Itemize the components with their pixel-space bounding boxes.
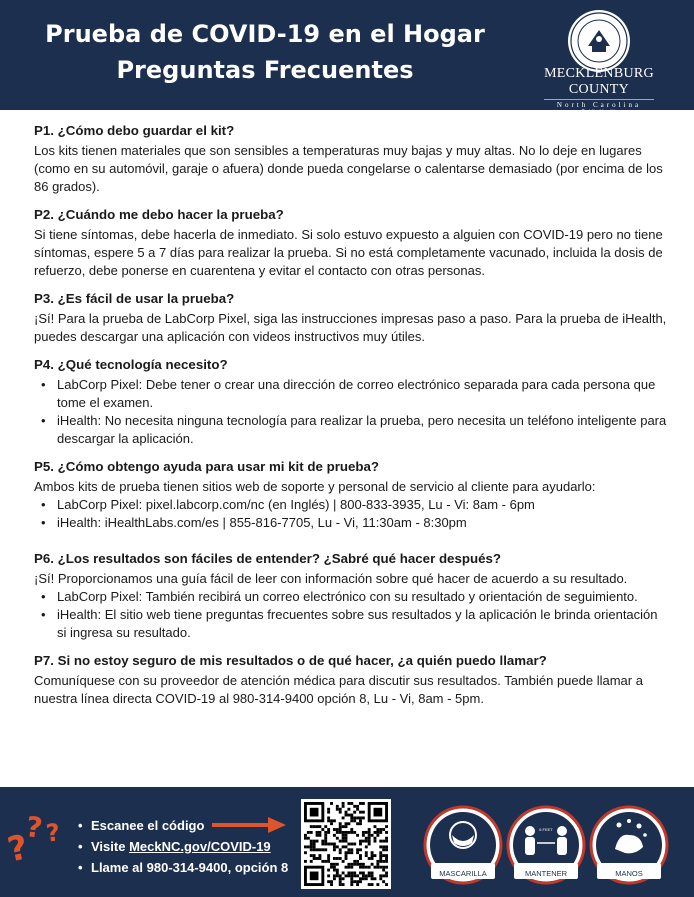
faq-item-p3 (34, 290, 670, 346)
arrow-right-icon (210, 815, 290, 835)
badge-mask-label: MASCARILLA (439, 869, 487, 878)
county-seal-icon (566, 8, 632, 74)
faq-item-p5 (34, 458, 670, 532)
header-banner (0, 0, 694, 116)
faq-item-p1 (34, 122, 670, 196)
question-mark-icon: ? (23, 810, 45, 845)
faq-bullet-list (41, 588, 670, 642)
county-name: MECKLENBURG COUNTY (544, 66, 654, 97)
faq-question: P5. ¿Cómo obtengo ayuda para usar mi kit de prueba? (34, 459, 380, 474)
faq-answer: Comuníquese con su proveedor de atención médica para discutir sus resultados. También puede llamar a nuestra línea directa COVID-19 al 980-314-9400 opción 8, Lu - Vi, 8am - 5pm. (34, 673, 643, 706)
county-department: Public Health (581, 110, 617, 116)
title-line-2: Preguntas Frecuentes (116, 56, 414, 84)
badge-hands (589, 805, 669, 885)
faq-question: P1. ¿Cómo debo guardar el kit? (34, 123, 235, 138)
question-mark-icon: ? (44, 818, 62, 848)
list-item: • iHealth: No necesita ninguna tecnología para realizar la prueba, pero necesita un teléfono inteligente para descargar la aplicación. (41, 412, 670, 448)
badge-distance (506, 805, 586, 885)
faq-answer: Ambos kits de prueba tienen sitios web de soporte y personal de servicio al cliente para ayudarlo: (34, 479, 596, 494)
website-link[interactable]: MeckNC.gov/COVID-19 (129, 839, 271, 854)
faq-question: P2. ¿Cuándo me debo hacer la prueba? (34, 207, 284, 222)
page-title (30, 16, 500, 88)
county-state: North Carolina (544, 99, 654, 109)
qr-code-icon (304, 802, 388, 886)
distance-sign-label: 6 FEET (539, 827, 553, 832)
step-call-phone: • Llame al 980-314-9400, opción 8 (78, 857, 288, 878)
faq-question: P7. Si no estoy seguro de mis resultados o de qué hacer, ¿a quién puedo llamar? (34, 653, 547, 668)
faq-answer: ¡Sí! Para la prueba de LabCorp Pixel, siga las instrucciones impresas paso a paso. Para la prueba de iHealth, puedes descargar una aplicación con videos instructivos muy útiles. (34, 311, 667, 344)
faq-bullet-list (41, 376, 670, 448)
list-item: • LabCorp Pixel: También recibirá un correo electrónico con su resultado y orientación de seguimiento. (41, 588, 670, 606)
badge-mask (423, 805, 503, 885)
qr-code[interactable] (301, 799, 391, 889)
badge-hands-label: MANOS (615, 869, 643, 878)
safety-badges (423, 805, 669, 887)
list-item: • iHealth: iHealthLabs.com/es | 855-816-7705, Lu - Vi, 11:30am - 8:30pm (41, 514, 670, 532)
faq-question: P6. ¿Los resultados son fáciles de entender? ¿Sabré qué hacer después? (34, 551, 502, 566)
faq-question: P3. ¿Es fácil de usar la prueba? (34, 291, 235, 306)
step-scan-code: • Escanee el código (78, 815, 288, 836)
list-item: • iHealth: El sitio web tiene preguntas frecuentes sobre sus resultados y la aplicación le brinda orientación si ingresa su resultado. (41, 606, 670, 642)
faq-item-p2 (34, 206, 670, 280)
step-visit-prefix: Visite (91, 839, 130, 854)
faq-question: P4. ¿Qué tecnología necesito? (34, 357, 228, 372)
list-item: • LabCorp Pixel: Debe tener o crear una dirección de correo electrónico separada para cada persona que tome el examen. (41, 376, 670, 412)
list-item: • LabCorp Pixel: pixel.labcorp.com/nc (en Inglés) | 800-833-3935, Lu - Vi: 8am - 6pm (41, 496, 670, 514)
faq-item-p7 (34, 652, 670, 708)
county-logo (514, 66, 684, 116)
title-line-1: Prueba de COVID-19 en el Hogar (45, 20, 485, 48)
faq-item-p6 (34, 550, 670, 642)
faq-bullet-list (41, 496, 670, 532)
faq-answer: Si tiene síntomas, debe hacerla de inmediato. Si solo estuvo expuesto a alguien con COVID-19 pero no tiene síntomas, espere 5 a 7 días para realizar la prueba. Si no está completamente vacunado, incluida la dosis de refuerzo, debe ponerse en cuarentena y evitar el contacto con otras personas. (34, 227, 663, 278)
step-visit-website (78, 836, 288, 857)
question-mark-icon: ? (4, 827, 32, 871)
faq-answer: Los kits tienen materiales que son sensibles a temperaturas muy bajas y muy altas. No lo deje en lugares (como en su automóvil, garaje o afuera) donde pueda congelarse o calentarse demasiado (por encima de los 86 grados). (34, 143, 663, 194)
faq-item-p4 (34, 356, 670, 448)
footer-banner (0, 787, 694, 897)
faq-content (34, 122, 670, 718)
faq-answer: ¡Sí! Proporcionamos una guía fácil de leer con información sobre qué hacer de acuerdo a su resultado. (34, 571, 628, 586)
badge-distance-label: MANTENER (524, 869, 568, 878)
